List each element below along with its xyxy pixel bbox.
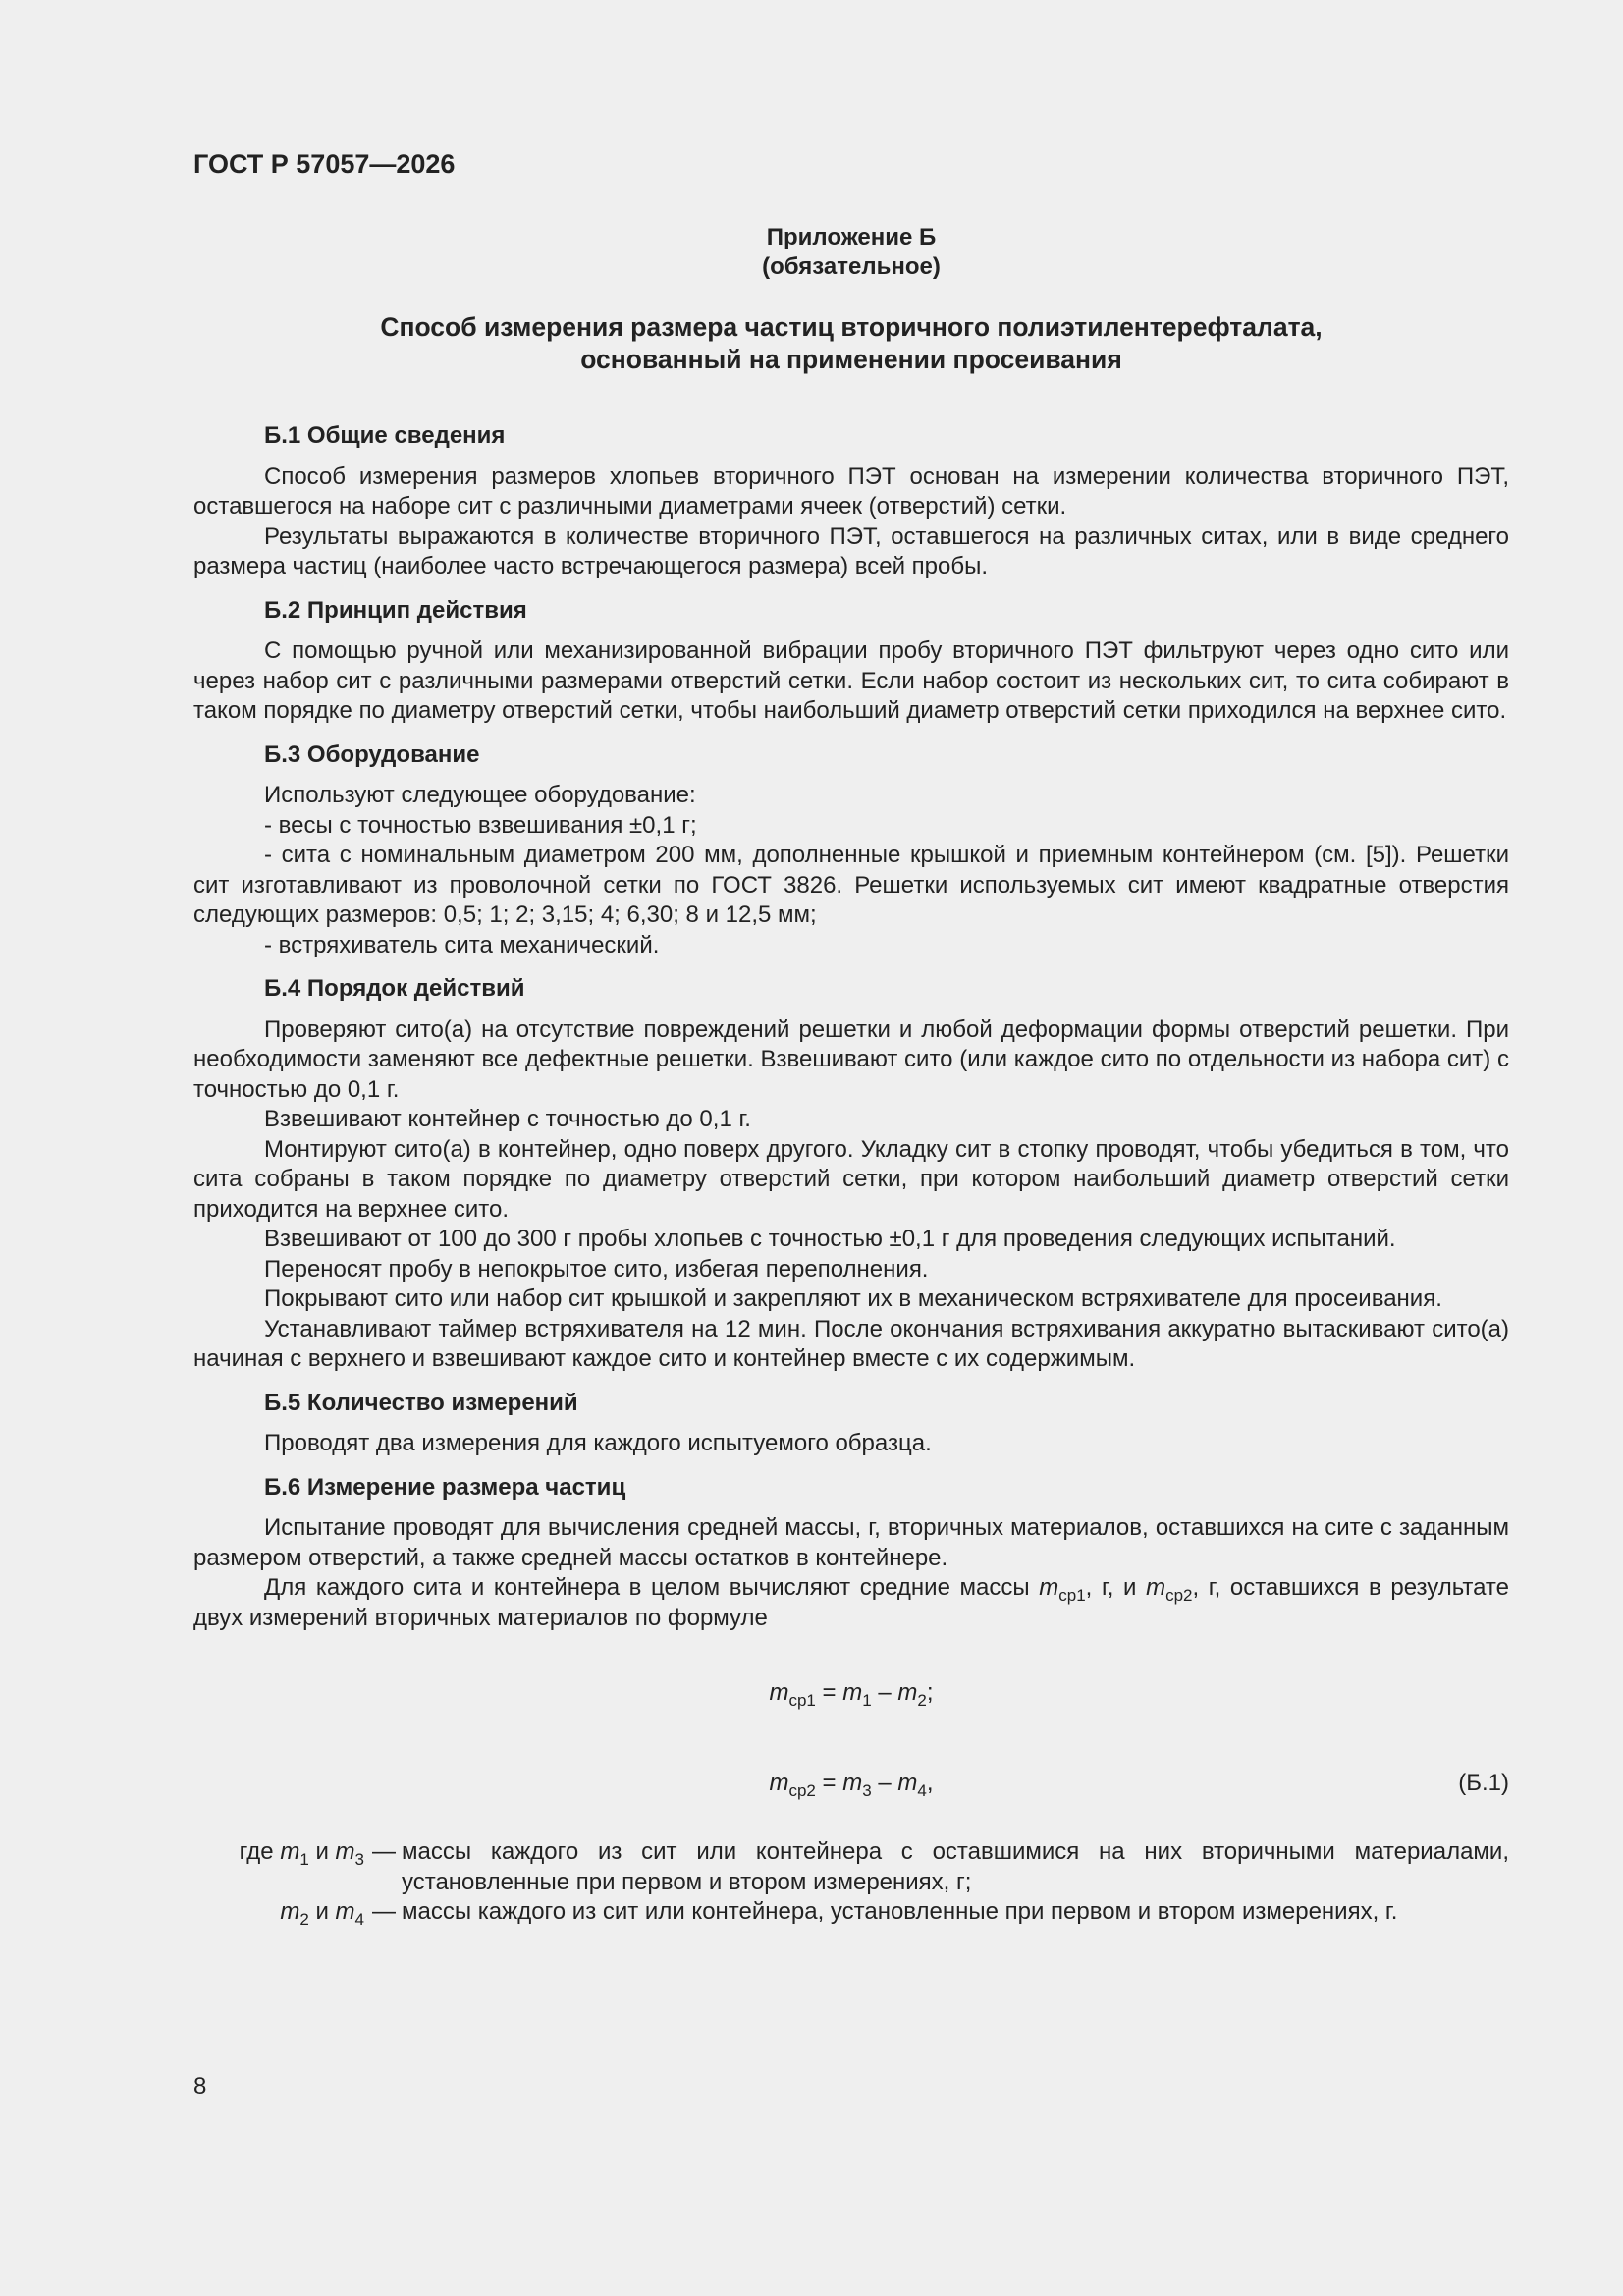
document-code: ГОСТ Р 57057—2026 [193, 149, 456, 179]
paragraph: Взвешивают контейнер с точностью до 0,1 г. [264, 1106, 751, 1132]
annex-title [193, 223, 1509, 282]
paragraph: Используют следующее оборудование: [264, 782, 696, 808]
where-definition: массы каждого из сит или контейнера, установленные при первом и втором измерениях, г. [402, 1898, 1398, 1925]
paragraph: Устанавливают таймер встряхивателя на 12 мин. После окончания встряхивания аккуратно вытаскивают сито(а) начиная с верхнего и взвешивают каждое сито и контейнер вместе с их содержимым. [193, 1315, 1509, 1372]
page-number: 8 [193, 2073, 207, 2100]
list-item: - сита с номинальным диаметром 200 мм, дополненные крышкой и приемным контейнером (см. [5]). Решетки сит изготавливают из проволочной сетки по ГОСТ 3826. Решетки используемых сит имеют квадратные отверстия следующих размеров: 0,5; 1; 2; 3,15; 4; 6,30; 8 и 12,5 мм; [193, 842, 1509, 928]
annex-status: (обязательное) [762, 253, 941, 280]
paragraph: Покрывают сито или набор сит крышкой и закрепляют их в механическом встряхивателе для просеивания. [264, 1285, 1442, 1312]
paragraph: Переносят пробу в непокрытое сито, избегая переполнения. [264, 1255, 929, 1283]
page-content [193, 223, 1509, 1928]
annex-main-title [193, 311, 1509, 376]
formula-number: (Б.1) [1458, 1770, 1509, 1796]
paragraph: Результаты выражаются в количестве вторичного ПЭТ, оставшегося на различных ситах, или в виде среднего размера частиц (наиболее часто встречающегося размера) всей пробы. [193, 522, 1509, 579]
section-heading-b2: Б.2 Принцип действия [264, 596, 527, 624]
where-dash: — [372, 1838, 396, 1865]
paragraph: Взвешивают от 100 до 300 г пробы хлопьев с точностью ±0,1 г для проведения следующих испытаний. [264, 1226, 1396, 1252]
paragraph: Способ измерения размеров хлопьев вторичного ПЭТ основан на измерении количества вторичного ПЭТ, оставшегося на наборе сит с различными диаметрами ячеек (отверстий) сетки. [193, 463, 1509, 519]
title-line-2: основанный на применении просеивания [580, 345, 1122, 374]
paragraph: С помощью ручной или механизированной вибрации пробу вторичного ПЭТ фильтруют через одно сито или через набор сит с различными размерами отверстий сетки. Если набор состоит из нескольких сит, то сита собирают в таком порядке по диаметру отверстий сетки, чтобы наибольший диаметр отверстий сетки приходился на верхнее сито. [193, 637, 1509, 724]
where-dash: — [372, 1898, 396, 1925]
section-heading-b5: Б.5 Количество измерений [264, 1389, 578, 1416]
paragraph: Испытание проводят для вычисления средней массы, г, вторичных материалов, оставшихся на сите с заданным размером отверстий, а также средней массы остатков в контейнере. [193, 1514, 1509, 1571]
formula-line-1: $m_{ср1} = m_1 - m_2$; [769, 1679, 934, 1710]
annex-label: Приложение Б [766, 224, 937, 250]
section-heading-b4: Б.4 Порядок действий [264, 975, 525, 1002]
where-term: $m_2$ и $m_4$ [280, 1898, 364, 1929]
section-heading-b6: Б.6 Измерение размера частиц [264, 1473, 626, 1501]
where-term: где $m_1$ и $m_3$ [239, 1838, 364, 1869]
list-item: - встряхиватель сита механический. [264, 931, 660, 958]
paragraph-with-symbols: Для каждого сита и контейнера в целом вычисляют средние массы $m_{ср1}$, г, и $m_{ср2}$, г, оставшихся в результате двух измерений вторичных материалов по формуле [193, 1574, 1509, 1631]
paragraph: Проверяют сито(а) на отсутствие повреждений решетки и любой деформации формы отверстий решетки. При необходимости заменяют все дефектные решетки. Взвешивают сито (или каждое сито по отдельности из набора сит) с точностью до 0,1 г. [193, 1015, 1509, 1103]
list-item: - весы с точностью взвешивания ±0,1 г; [264, 811, 697, 839]
paragraph: Монтируют сито(а) в контейнер, одно поверх другого. Укладку сит в стопку проводят, чтобы убедиться в том, что сита собраны в таком порядке по диаметру отверстий сетки, при котором наибольший диаметр отверстий сетки приходится на верхнее сито. [193, 1135, 1509, 1223]
where-row-2 [193, 1897, 1509, 1928]
title-line-1: Способ измерения размера частиц вторичного полиэтилентерефталата, [380, 312, 1323, 342]
where-definition: массы каждого из сит или контейнера с оставшимися на них вторичными материалами, установленные при первом и втором измерениях, г; [402, 1838, 1509, 1895]
formula-line-2: $m_{ср2} = m_3 - m_4$, (Б.1) [769, 1770, 1509, 1800]
section-heading-b1: Б.1 Общие сведения [264, 422, 506, 449]
paragraph: Проводят два измерения для каждого испытуемого образца. [264, 1430, 932, 1456]
section-heading-b3: Б.3 Оборудование [264, 740, 480, 768]
where-row-1 [193, 1837, 1509, 1897]
